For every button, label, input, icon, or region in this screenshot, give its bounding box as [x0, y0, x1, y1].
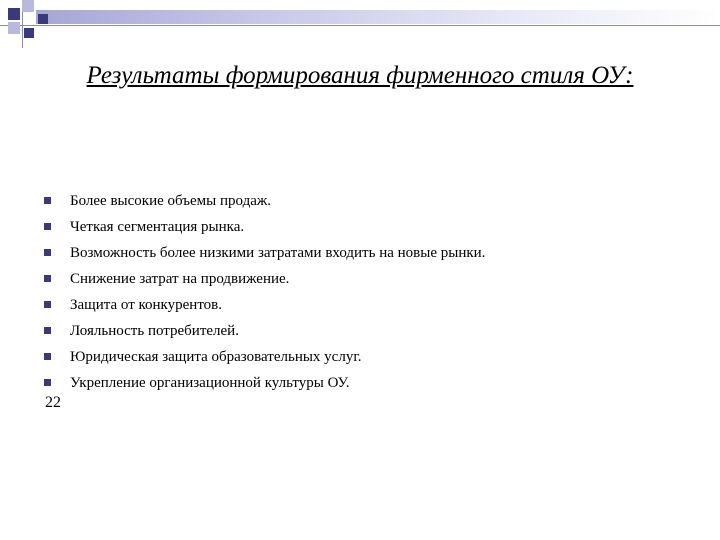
bullet-list [40, 188, 680, 396]
bullet-item [40, 188, 680, 214]
bullet-text: Лояльность потребителей. [70, 323, 239, 339]
bullet-text: Юридическая защита образовательных услуг. [70, 349, 362, 365]
square-bullet-icon [44, 197, 51, 204]
header-decoration [0, 0, 720, 48]
bullet-item [40, 292, 680, 318]
square-bullet-icon [44, 249, 51, 256]
decor-square-dark-2 [24, 28, 34, 38]
bullet-item [40, 318, 680, 344]
slide-title: Результаты формирования фирменного стиля ОУ: [86, 62, 634, 89]
decor-square-dark-3 [38, 14, 48, 24]
decor-square-light-1 [22, 0, 34, 12]
square-bullet-icon [44, 327, 51, 334]
bullet-item [40, 214, 680, 240]
decor-square-light-2 [8, 22, 20, 34]
decor-square-dark-1 [8, 8, 20, 20]
bullet-text: Укрепление организационной культуры ОУ. [70, 375, 350, 391]
square-bullet-icon [44, 353, 51, 360]
bullet-text: Защита от конкурентов. [70, 297, 223, 313]
bullet-item [40, 266, 680, 292]
bullet-text: Четкая сегментация рынка. [70, 219, 245, 235]
square-bullet-icon [44, 275, 51, 282]
bullet-text: Более высокие объемы продаж. [70, 193, 271, 209]
page-number: 22 [45, 394, 61, 411]
square-bullet-icon [44, 223, 51, 230]
square-bullet-icon [44, 301, 51, 308]
header-rule [0, 25, 720, 26]
bullet-item [40, 344, 680, 370]
bullet-item [40, 240, 680, 266]
bullet-item [40, 370, 680, 396]
bullet-text: Возможность более низкими затратами входить на новые рынки. [70, 245, 486, 261]
square-bullet-icon [44, 379, 51, 386]
header-gradient-bar [36, 10, 720, 24]
bullet-text: Снижение затрат на продвижение. [70, 271, 290, 287]
